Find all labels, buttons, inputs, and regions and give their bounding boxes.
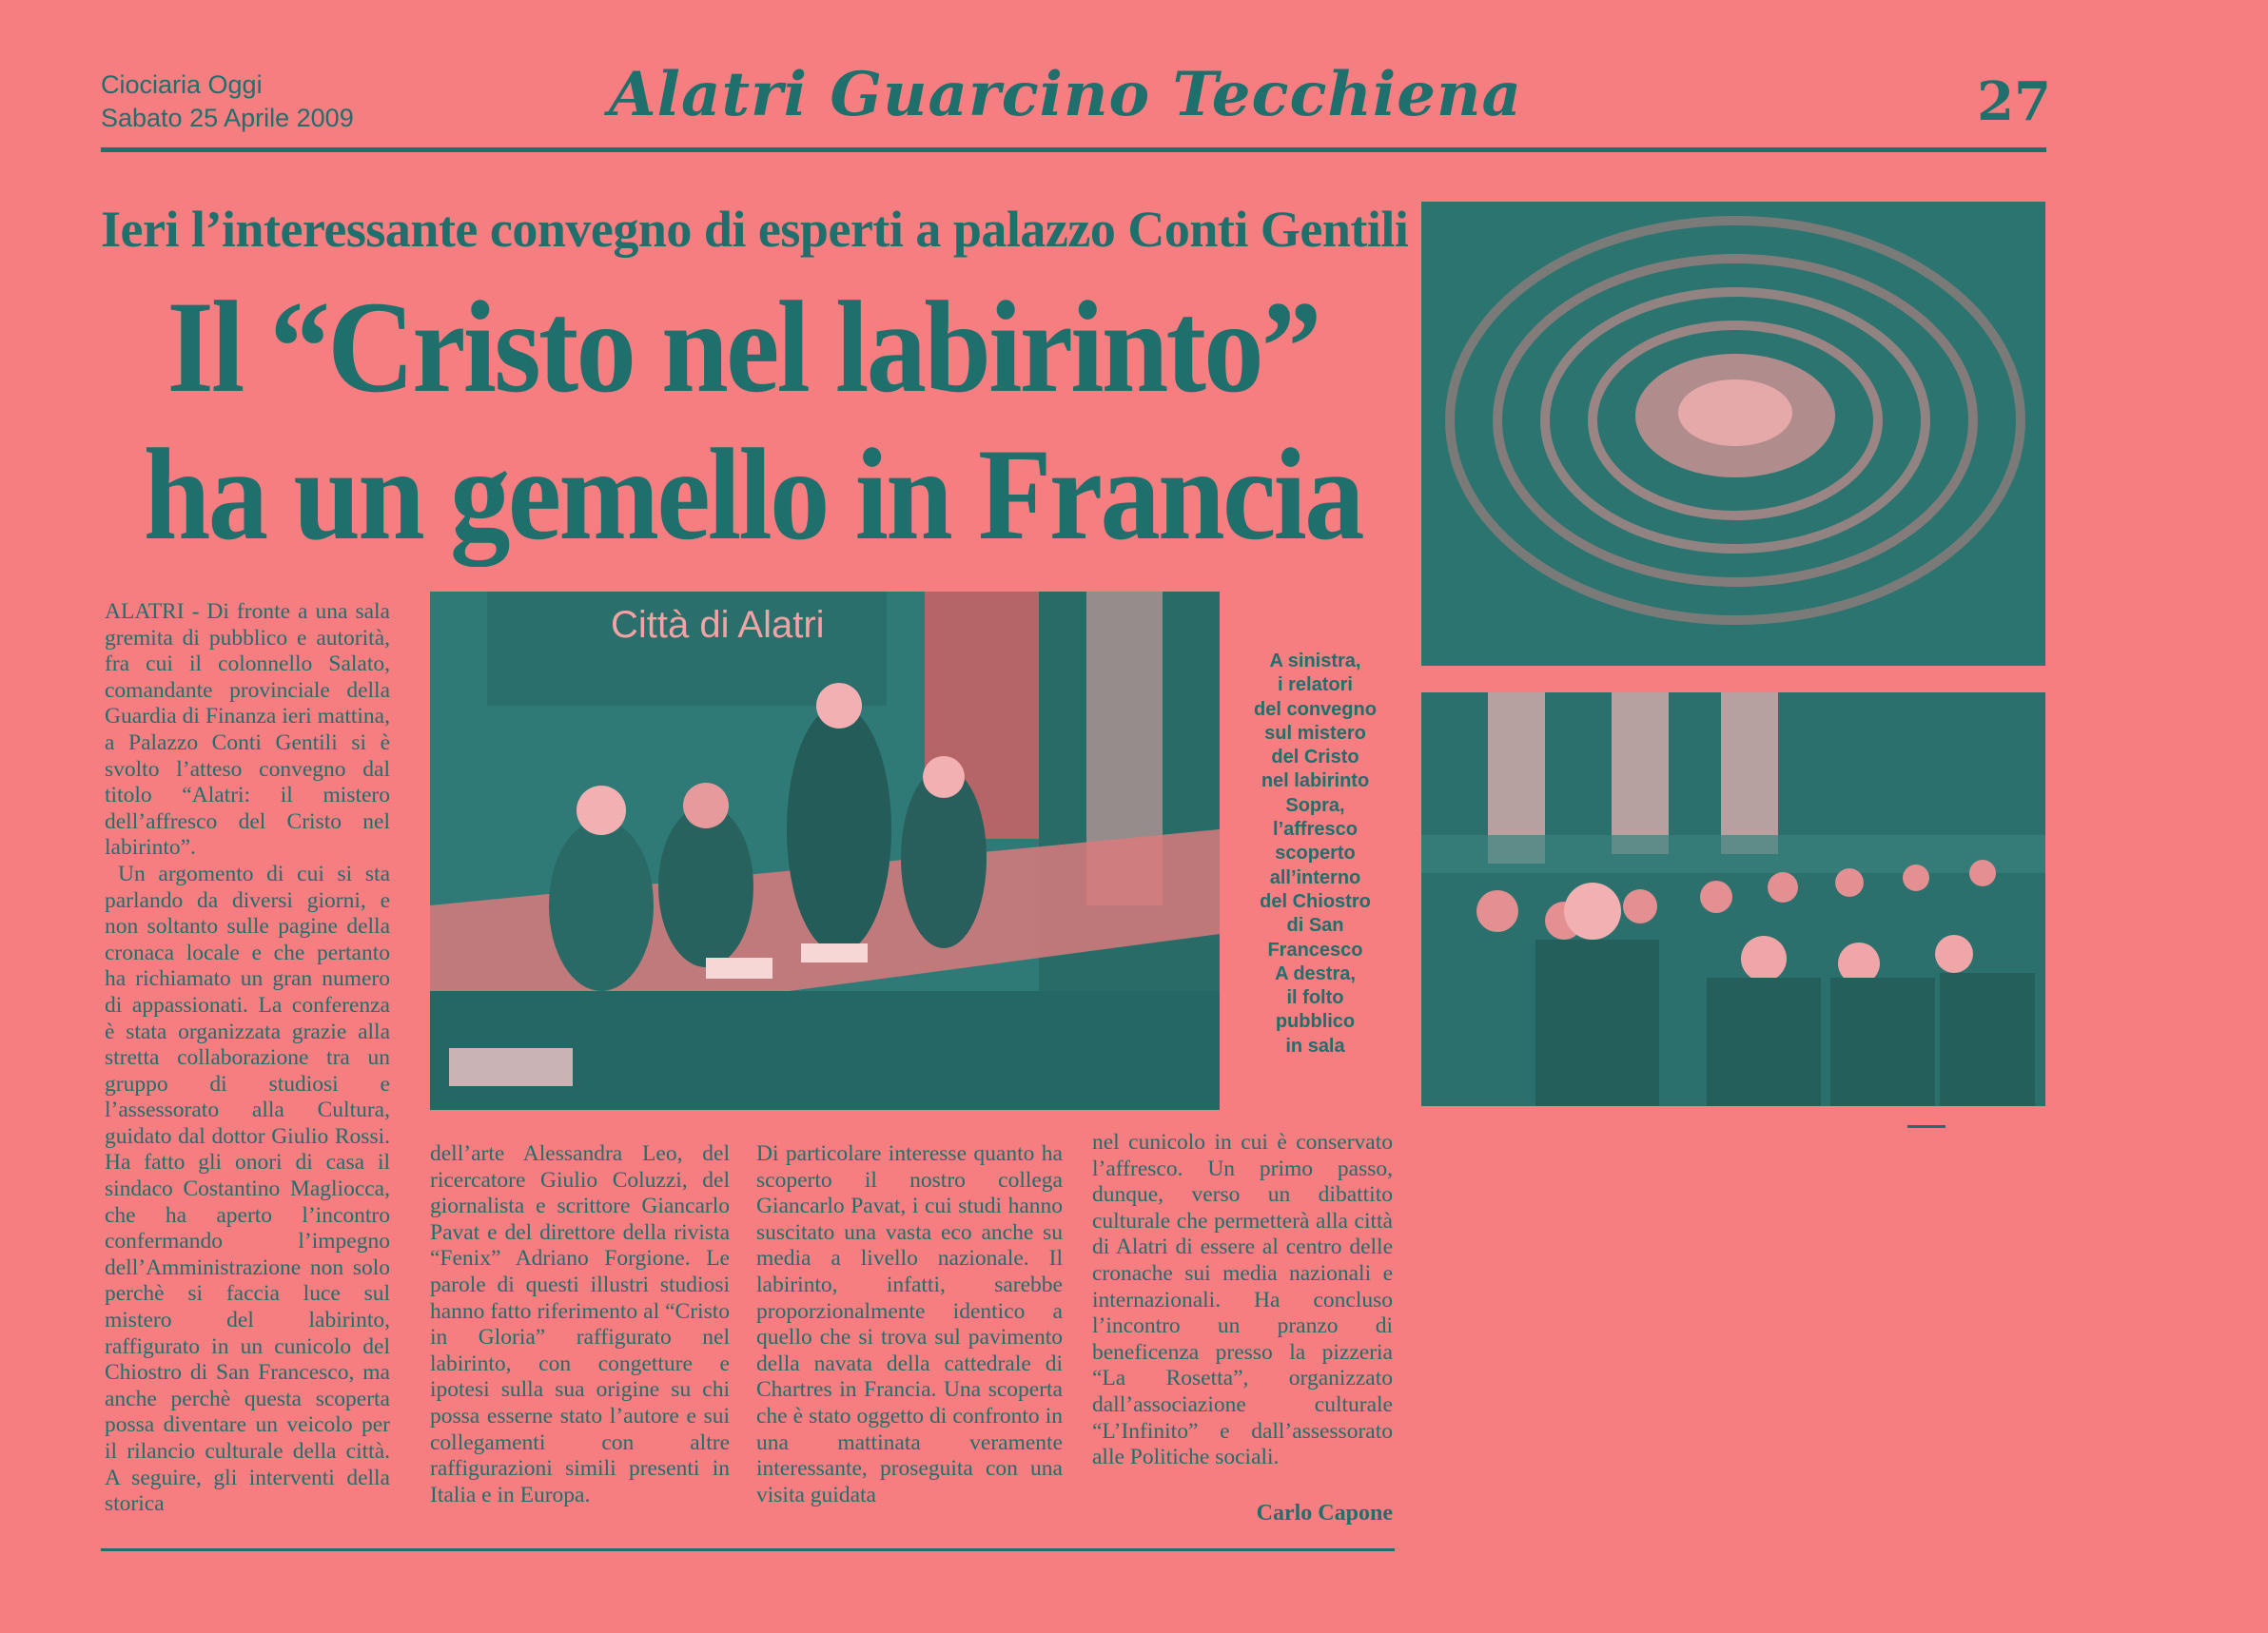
caption-line: sul mistero (1264, 722, 1366, 744)
paragraph: ALATRI - Di fronte a una sala gremita di pubblico e autorità, fra cui il colonnello Salato, comandante provinciale della Guardia di Finanza ieri mattina, a Palazzo Conti Gentili si è svolto l’atteso convegno dal titolo “Alatri: il mistero dell’affresco del Cristo nel labirinto”. (105, 599, 390, 861)
headline-line-2: ha un gemello in Francia (143, 421, 1362, 567)
conference-illustration (430, 592, 1220, 1110)
caption-line: A sinistra, (1269, 651, 1361, 671)
caption-line: scoperto (1275, 843, 1356, 865)
caption-line: del Chiostro (1260, 890, 1371, 912)
paragraph: Di particolare interesse quanto ha scoperto il nostro collega Giancarlo Pavat, i cui studi hanno suscitato una vasta eco anche su media a livello nazionale. Il labirinto, infatti, sarebbe proporzionalmente identico a quello che si trova sul pavimento della navata della cattedrale di Chartres in Francia. Una scoperta che è stato oggetto di confronto in una mattinata veramente interessante, proseguita con una visita guidata (756, 1141, 1063, 1507)
article-column-4 (1092, 1130, 1393, 1471)
conference-photo (430, 592, 1220, 1110)
issue-date: Sabato 25 Aprile 2009 (101, 104, 354, 132)
caption-line: pubblico (1275, 1011, 1356, 1033)
fresco-photo (1421, 202, 2045, 666)
city-sign-text: Città di Alatri (611, 604, 825, 646)
article-column-3 (756, 1141, 1063, 1508)
labyrinth-illustration (1421, 202, 2045, 666)
caption-line: di San (1286, 915, 1344, 937)
caption-line: nel labirinto (1261, 770, 1370, 792)
caption-line: A destra, (1275, 962, 1356, 984)
caption-line: all’interno (1269, 866, 1361, 888)
newspaper-name: Ciociaria Oggi (101, 70, 263, 99)
byline: Carlo Capone (1256, 1501, 1393, 1526)
article-column-1 (105, 599, 390, 1518)
masthead-rule (101, 147, 2046, 152)
caption-line: in sala (1285, 1035, 1345, 1057)
caption-line: Sopra, (1285, 794, 1345, 816)
paragraph: nel cunicolo in cui è conservato l’affresco. Un primo passo, dunque, verso un dibattito culturale che permetterà alla città di Alatri di essere al centro delle cronache sui media nazionali e internazionali. Ha concluso l’incontro un pranzo di beneficenza presso la pizzeria “La Rosetta”, organizzato dall’associazione culturale “L’Infinito” e dall’assessorato alle Politiche sociali. (1092, 1130, 1393, 1470)
footer-rule (101, 1548, 1395, 1551)
photo-caption (1232, 650, 1398, 1059)
article-column-2 (430, 1141, 730, 1508)
paragraph: Un argomento di cui si sta parlando da diversi giorni, e non soltanto sulle pagine della cronaca locale e che pertanto ha richiamato un gran numero di appassionati. La conferenza è stata organizzata grazie alla stretta collaborazione tra un gruppo di studiosi e l’assessorato alla Cultura, guidato dal dottor Giulio Rossi. Ha fatto gli onori di casa il sindaco Costantino Magliocca, che ha aperto l’incontro confermando l’impegno dell’Amministrazione non solo perchè si faccia luce sul mistero del labirinto, raffigurato in un cunicolo del Chiostro di San Francesco, ma anche perchè questa scoperta possa diventare un veicolo per il rilancio culturale della città. A seguire, gli interventi della storica (105, 861, 390, 1517)
audience-photo (1421, 692, 2045, 1106)
caption-line: l’affresco (1273, 819, 1358, 841)
caption-line: i relatori (1278, 674, 1353, 696)
section-title: Alatri Guarcino Tecchiena (609, 59, 1522, 130)
article-kicker: Ieri l’interessante convegno di esperti a palazzo Conti Gentili (101, 201, 1409, 258)
audience-illustration (1421, 692, 2045, 1106)
caption-line: Francesco (1267, 939, 1363, 961)
caption-line: del Cristo (1271, 747, 1359, 768)
masthead-left (101, 68, 481, 135)
paragraph: dell’arte Alessandra Leo, del ricercatore Giulio Coluzzi, del giornalista e scrittore Giancarlo Pavat e del direttore della rivista “Fenix” Adriano Forgione. Le parole di questi illustri studiosi hanno fatto riferimento al “Cristo in Gloria” raffigurato nel labirinto, con congetture e ipotesi sulla sua origine su chi possa esserne stato l’autore e sui collegamenti con altre raffigurazioni simili presenti in Italia e in Europa. (430, 1141, 730, 1507)
divider (1907, 1125, 1945, 1128)
caption-line: il folto (1286, 987, 1344, 1009)
caption-line: del convegno (1254, 698, 1377, 720)
page-number: 27 (1977, 70, 2051, 133)
headline-line-1: Il “Cristo nel labirinto” (166, 274, 1320, 419)
